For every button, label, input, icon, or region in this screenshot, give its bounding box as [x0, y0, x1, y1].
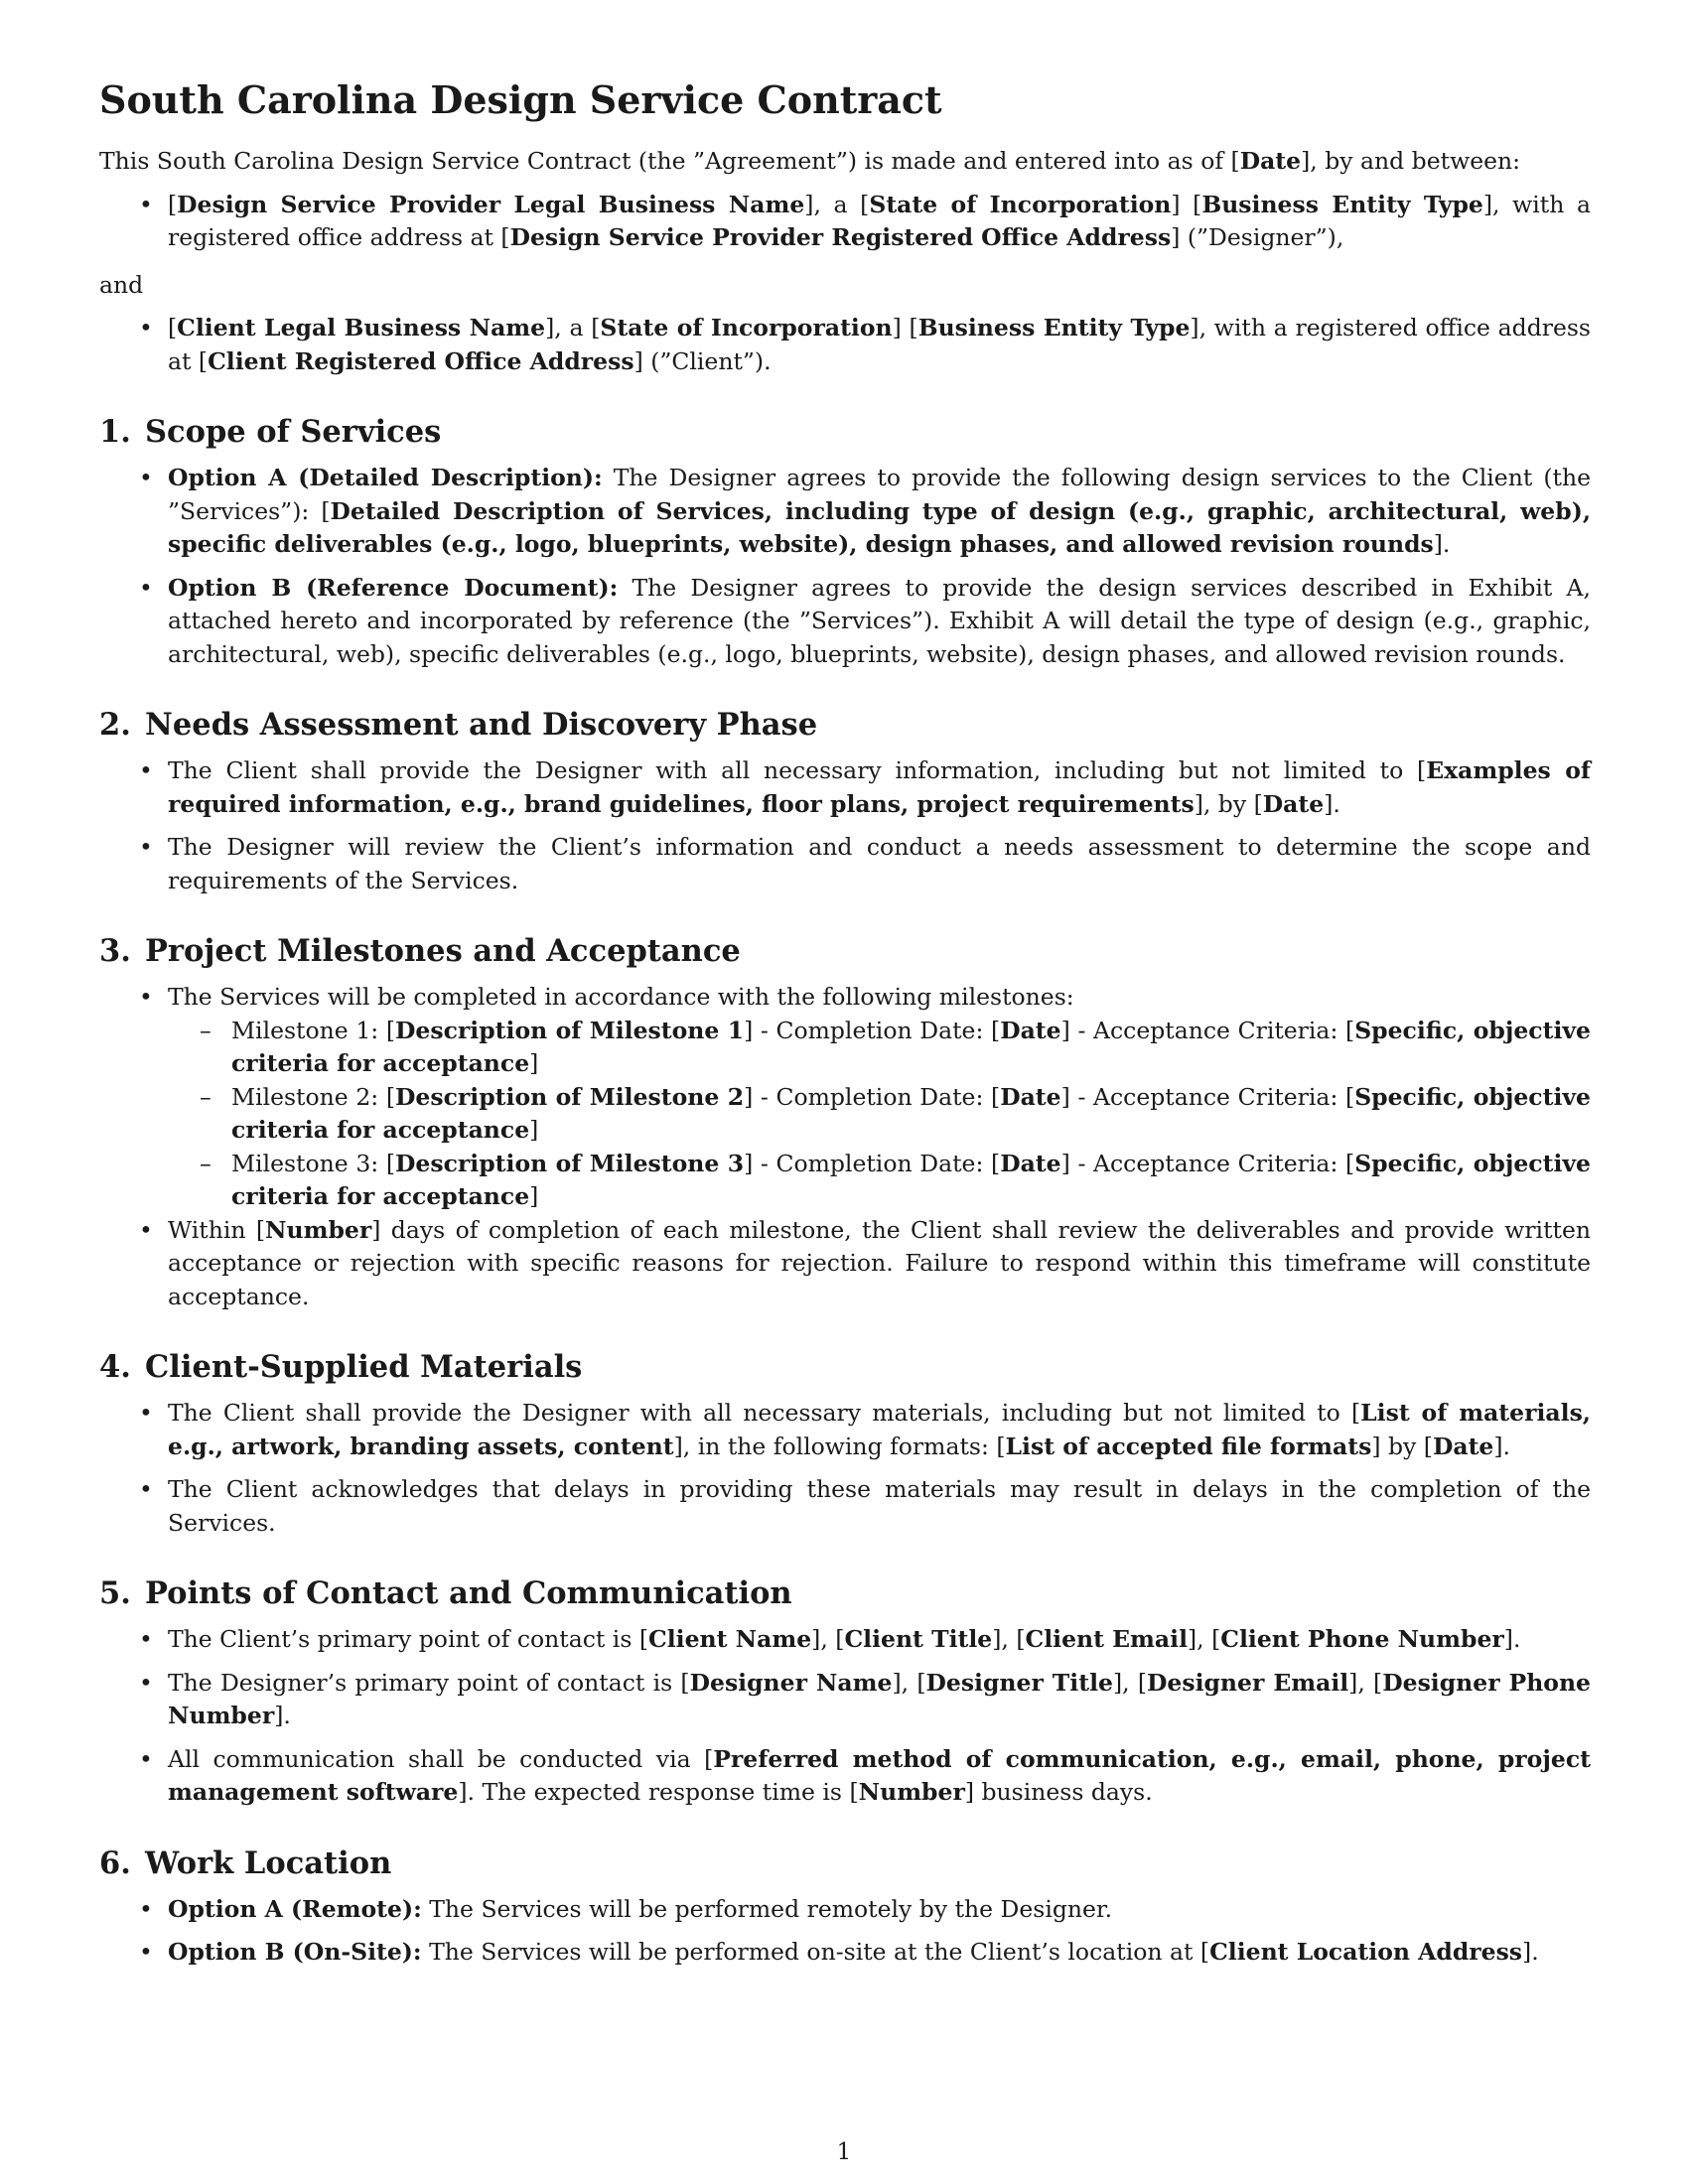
text: ], in the following formats: [ — [673, 1432, 1006, 1460]
contract-page — [99, 77, 1591, 1970]
text: ] — [529, 1049, 539, 1077]
milestone-2 — [200, 1081, 1591, 1148]
text: ]. The expected response time is [ — [458, 1778, 859, 1806]
date-placeholder: Date — [1000, 1082, 1061, 1111]
section-2-heading — [99, 705, 1591, 745]
client-name-placeholder: Client Name — [648, 1625, 812, 1653]
option-label: Option A (Detailed Description): — [168, 464, 603, 491]
text: The Services will be performed on-site at the Client’s location at [ — [421, 1938, 1210, 1966]
date-placeholder: Date — [1000, 1149, 1061, 1177]
text: ] - Acceptance Criteria: [ — [1060, 1016, 1355, 1044]
section-6-list — [99, 1893, 1591, 1970]
text: ], [ — [811, 1625, 845, 1653]
text: ]. — [1503, 1625, 1521, 1653]
section-1-heading — [99, 412, 1591, 452]
services-description-placeholder: Detailed Description of Services, including type of design (e.g., graphic, architectural, web), specific deliverables (e.g., logo, blueprints, website), design phases, and allowed revision rounds — [168, 496, 1591, 558]
text: ], with a registered office address at [ — [168, 190, 1591, 251]
intro-date-placeholder: Date — [1239, 147, 1302, 175]
text: All communication shall be conducted via [ — [168, 1744, 714, 1773]
milestone-desc-placeholder: Description of Milestone 3 — [395, 1149, 745, 1177]
text: ]. — [1493, 1432, 1511, 1460]
text: ], [ — [1112, 1668, 1148, 1697]
scope-option-b — [99, 572, 1591, 672]
milestone-1 — [200, 1015, 1591, 1081]
text: ], [ — [1188, 1625, 1221, 1653]
section-title: Client-Supplied Materials — [145, 1349, 583, 1385]
intro-text: This South Carolina Design Service Contract (the ”Agreement”) is made and entered into as of [ — [99, 147, 1240, 175]
section-title: Scope of Services — [145, 414, 442, 450]
text: Milestone 3: [ — [231, 1149, 396, 1177]
milestone-desc-placeholder: Description of Milestone 1 — [395, 1016, 745, 1044]
number-placeholder: Number — [265, 1215, 372, 1244]
option-label: Option A (Remote): — [168, 1894, 422, 1923]
scope-option-a — [99, 462, 1591, 562]
materials-item-1 — [99, 1397, 1591, 1463]
text: ] (”Client”). — [633, 346, 772, 375]
communication-method-placeholder: Preferred method of communication, e.g., email, phone, project management software — [168, 1744, 1591, 1806]
client-entity-placeholder: Business Entity Type — [917, 314, 1191, 341]
text: ], with a registered office address at [ — [168, 314, 1591, 375]
text: ] - Acceptance Criteria: [ — [1060, 1082, 1355, 1111]
designer-phone-placeholder: Designer Phone Number — [168, 1668, 1591, 1729]
client-state-placeholder: State of Incorporation — [600, 314, 893, 341]
intro-text-end: ], by and between: — [1301, 147, 1521, 175]
location-option-b — [99, 1936, 1591, 1970]
section-number: 4. — [99, 1349, 131, 1385]
and-connector: and — [99, 270, 144, 299]
text: The Client shall provide the Designer with all necessary materials, including but not limited to [ — [168, 1399, 1361, 1427]
intro-paragraph — [99, 145, 1591, 179]
designer-state-placeholder: State of Incorporation — [869, 190, 1172, 218]
section-title: Work Location — [145, 1844, 392, 1881]
text: The Services will be performed remotely by the Designer. — [421, 1894, 1113, 1923]
client-title-placeholder: Client Title — [844, 1625, 993, 1653]
option-label: Option B (Reference Document): — [168, 573, 619, 602]
text: ] business days. — [964, 1778, 1153, 1806]
document-title: South Carolina Design Service Contract — [99, 77, 942, 122]
milestone-3 — [200, 1148, 1591, 1214]
criteria-placeholder: Specific, objective criteria for acceptance — [231, 1082, 1591, 1144]
milestone-desc-placeholder: Description of Milestone 2 — [395, 1082, 745, 1111]
text: ], [ — [992, 1625, 1026, 1653]
date-placeholder: Date — [1262, 789, 1325, 818]
section-4-list — [99, 1397, 1591, 1540]
party-list-client — [99, 312, 1591, 378]
text: ], [ — [892, 1668, 926, 1697]
text: The Client shall provide the Designer with all necessary information, including but not limited to [ — [168, 756, 1427, 784]
text: [ — [168, 314, 178, 341]
text: The Designer’s primary point of contact is [ — [168, 1668, 690, 1697]
client-address-placeholder: Client Registered Office Address — [208, 346, 634, 375]
section-6-heading — [99, 1843, 1591, 1883]
text: Milestone 1: [ — [231, 1016, 396, 1044]
designer-title-placeholder: Designer Title — [925, 1668, 1113, 1697]
text: ], a [ — [804, 190, 870, 218]
text: ] days of completion of each milestone, the Client shall review the deliverables and provide written acceptance or rejection with specific reasons for rejection. Failure to respond within this timeframe will constitute acceptance. — [168, 1215, 1591, 1310]
text: ] by [ — [1371, 1432, 1433, 1460]
client-email-placeholder: Client Email — [1025, 1625, 1189, 1653]
text: [ — [168, 190, 178, 218]
milestones-lead: The Services will be completed in accordance with the following milestones: — [168, 983, 1074, 1011]
formats-placeholder: List of accepted file formats — [1005, 1432, 1372, 1460]
text: ] - Completion Date: [ — [744, 1149, 1001, 1177]
designer-entity-placeholder: Business Entity Type — [1201, 190, 1483, 218]
section-5-heading — [99, 1573, 1591, 1613]
client-name-placeholder: Client Legal Business Name — [177, 314, 546, 341]
client-phone-placeholder: Client Phone Number — [1220, 1625, 1504, 1653]
text: ] [ — [892, 314, 918, 341]
text: ]. — [1522, 1938, 1539, 1966]
criteria-placeholder: Specific, objective criteria for acceptance — [231, 1016, 1591, 1077]
text: ]. — [1324, 789, 1340, 818]
text: Within [ — [168, 1215, 266, 1244]
text: The Client’s primary point of contact is [ — [168, 1625, 649, 1653]
section-3-list — [99, 981, 1591, 1313]
text: ] - Acceptance Criteria: [ — [1060, 1149, 1355, 1177]
section-number: 5. — [99, 1575, 131, 1611]
option-label: Option B (On-Site): — [168, 1938, 422, 1966]
text: The Designer agrees to provide the following design services to the Client (the ”Services”): [ — [168, 464, 1591, 525]
section-number: 3. — [99, 933, 131, 969]
location-address-placeholder: Client Location Address — [1209, 1938, 1523, 1966]
party-list-designer — [99, 189, 1591, 255]
designer-name-placeholder: Designer Name — [689, 1668, 893, 1697]
acceptance-window-item — [99, 1214, 1591, 1314]
section-2-list — [99, 754, 1591, 897]
number-placeholder: Number — [858, 1778, 965, 1806]
text: The Designer agrees to provide the design services described in Exhibit A, attached hereto and incorporated by reference (the ”Services”). Exhibit A will detail the type of design (e.g., graphic, architectural, web), specific deliverables (e.g., logo, blueprints, website), design phases, and allowed revision rounds. — [168, 573, 1591, 668]
section-1-list — [99, 462, 1591, 671]
needs-item-1 — [99, 754, 1591, 821]
section-4-heading — [99, 1347, 1591, 1387]
date-placeholder: Date — [1000, 1016, 1061, 1044]
text: ], by [ — [1194, 789, 1263, 818]
text: ] [ — [1171, 190, 1202, 218]
designer-address-placeholder: Design Service Provider Registered Office Address — [509, 223, 1172, 251]
text: ], a [ — [545, 314, 601, 341]
designer-contact-item — [99, 1667, 1591, 1733]
client-contact-item — [99, 1623, 1591, 1657]
text: ] — [529, 1182, 539, 1210]
milestone-list — [200, 1015, 1591, 1214]
section-number: 1. — [99, 414, 131, 450]
materials-item-2: • The Client acknowledges that delays in providing these materials may result in delays in the completion of the Services. — [99, 1473, 1591, 1540]
section-3-heading — [99, 931, 1591, 971]
designer-email-placeholder: Designer Email — [1147, 1668, 1349, 1697]
section-number: 2. — [99, 707, 131, 743]
text: ], [ — [1348, 1668, 1383, 1697]
section-title: Needs Assessment and Discovery Phase — [145, 707, 818, 743]
section-number: 6. — [99, 1844, 131, 1881]
date-placeholder: Date — [1432, 1432, 1494, 1460]
text: ]. — [1433, 530, 1451, 558]
page-number: 1 — [836, 2139, 852, 2165]
criteria-placeholder: Specific, objective criteria for acceptance — [231, 1149, 1591, 1210]
required-info-placeholder: Examples of required information, e.g., brand guidelines, floor plans, project requirements — [168, 756, 1591, 818]
party-client — [99, 312, 1591, 378]
text: ] - Completion Date: [ — [744, 1016, 1001, 1044]
needs-item-2: • The Designer will review the Client’s information and conduct a needs assessment to determine the scope and requirements of the Services. — [99, 831, 1591, 897]
milestones-item — [99, 981, 1591, 1214]
section-5-list — [99, 1623, 1591, 1810]
text: Milestone 2: [ — [231, 1082, 396, 1111]
text: ]. — [274, 1702, 291, 1729]
section-title: Project Milestones and Acceptance — [145, 933, 741, 969]
section-title: Points of Contact and Communication — [145, 1575, 792, 1611]
designer-name-placeholder: Design Service Provider Legal Business Name — [177, 190, 805, 218]
text: ] - Completion Date: [ — [744, 1082, 1001, 1111]
text: ] — [529, 1116, 539, 1144]
materials-placeholder: List of materials, e.g., artwork, branding assets, content — [168, 1399, 1591, 1460]
location-option-a — [99, 1893, 1591, 1927]
party-designer — [99, 189, 1591, 255]
communication-item — [99, 1743, 1591, 1810]
text: ] (”Designer”), — [1171, 223, 1344, 251]
